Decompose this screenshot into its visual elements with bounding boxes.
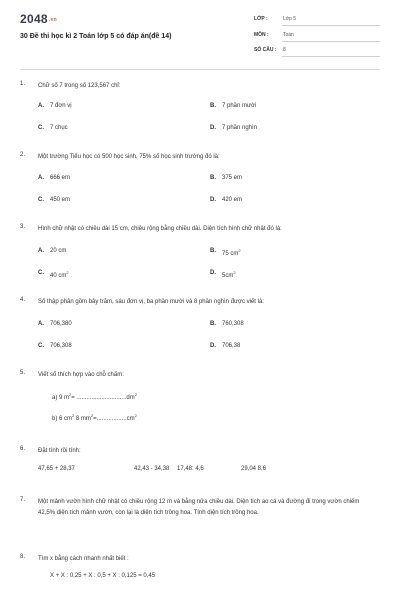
question-number: 5. xyxy=(20,370,26,376)
meta-key: MÔN : xyxy=(254,32,269,38)
calc-2: 42,43 - 34,38 xyxy=(134,466,170,472)
sub-exponent: 2 xyxy=(134,413,137,418)
equation: X + X : 0,25 + X : 0,5 + X : 0,125 = 0,45 xyxy=(50,573,156,579)
option-label: A. xyxy=(38,248,44,254)
question-5 xyxy=(20,370,380,430)
question-text: Một trường Tiểu học có 500 học sinh, 75% số học sinh trường đó là: xyxy=(38,154,220,160)
option-label: C. xyxy=(38,343,44,349)
question-3 xyxy=(20,224,380,280)
sub-text: a) 9 m xyxy=(52,395,70,401)
question-number: 1. xyxy=(20,81,26,87)
header-divider xyxy=(20,69,380,70)
option-value: 420 em xyxy=(222,197,243,203)
option-label: C. xyxy=(38,197,44,203)
option-value: 706,38 xyxy=(222,343,241,349)
option-label: B. xyxy=(210,321,216,327)
meta-row-count xyxy=(254,45,380,58)
option-label: B. xyxy=(210,103,216,109)
meta-value: Toán xyxy=(283,32,294,38)
site-logo[interactable] xyxy=(20,12,57,26)
sub-text: 8 mm xyxy=(74,416,91,422)
question-text: Đặt tính rồi tính: xyxy=(38,448,81,454)
question-8 xyxy=(20,554,380,590)
sub-exponent: 2 xyxy=(69,392,72,397)
question-number: 6. xyxy=(20,446,26,452)
option-value: 7 phần nghìn xyxy=(222,125,258,131)
question-text: Một mảnh vườn hình chữ nhật có chiều rộng 12 m và bằng nửa chiều dài. Diện tích ao cá và đường đi trong vườn chiếm 42,5% diện tích mảnh vườn, còn lại là diện tích trồng hoa. Tính diện tích trồng hoa. xyxy=(38,499,360,516)
question-text: Số thập phân gồm bảy trăm, sáu đơn vị, ba phần mười và 8 phần nghìn được viết là: xyxy=(38,299,264,305)
question-6 xyxy=(20,446,380,480)
option-label: A. xyxy=(38,103,44,109)
option-value: 7 phần mười xyxy=(222,103,257,109)
question-text: Tìm x bằng cách nhanh nhất biết : xyxy=(38,556,129,562)
sub-text: =..................cm xyxy=(93,416,135,422)
option-exponent: 2 xyxy=(238,248,241,253)
sub-exponent: 2 xyxy=(72,413,75,418)
option-value: 666 em xyxy=(50,175,71,181)
question-2 xyxy=(20,152,380,207)
option-value: 450 em xyxy=(50,197,71,203)
option-label: D. xyxy=(210,343,216,349)
meta-underline xyxy=(282,41,380,42)
option-label: C. xyxy=(38,270,44,276)
option-label: D. xyxy=(210,125,216,131)
meta-underline xyxy=(282,56,380,57)
meta-value: Lớp 5 xyxy=(283,16,297,22)
page-header xyxy=(0,0,400,66)
question-number: 7. xyxy=(20,497,26,503)
question-text: Hình chữ nhật có chiều dài 15 cm, chiều rộng bằng chiều dài. Diện tích hình chữ nhật đó là: xyxy=(38,226,282,232)
question-1 xyxy=(20,81,380,136)
option-value: 7 chục xyxy=(50,125,68,131)
option-label: A. xyxy=(38,321,44,327)
option-value: 706,308 xyxy=(50,343,72,349)
option-label: D. xyxy=(210,197,216,203)
meta-row-class xyxy=(254,14,380,27)
option-exponent: 2 xyxy=(233,270,236,275)
option-label: C. xyxy=(38,125,44,131)
option-value: 375 em xyxy=(222,175,243,181)
option-value: 20 cm xyxy=(50,248,67,254)
option-value: 760,308 xyxy=(222,321,244,327)
option-value-text: 5cm xyxy=(222,273,234,279)
option-value xyxy=(50,270,69,279)
sub-text: b) 6 cm xyxy=(52,416,73,422)
option-label: B. xyxy=(210,248,216,254)
option-value-text: 40 cm xyxy=(50,273,67,279)
question-7 xyxy=(20,497,380,537)
option-value: 7 đơn vị xyxy=(50,103,72,109)
fill-in-b[interactable] xyxy=(52,413,137,422)
meta-key: LỚP : xyxy=(254,16,268,22)
document-title: 30 Đề thi học kì 2 Toán lớp 5 có đáp án(đề 14) xyxy=(20,33,172,40)
option-exponent: 2 xyxy=(66,270,69,275)
question-text: Viết số thích hợp vào chỗ chấm: xyxy=(38,372,124,378)
sub-exponent: 2 xyxy=(134,392,137,397)
option-value: 706,380 xyxy=(50,321,72,327)
option-label: D. xyxy=(210,270,216,276)
meta-row-subject xyxy=(254,30,380,43)
question-4 xyxy=(20,297,380,352)
option-value-text: 75 cm xyxy=(222,251,239,257)
meta-key: SỐ CÂU : xyxy=(254,47,277,53)
option-value xyxy=(222,248,241,257)
option-label: A. xyxy=(38,175,44,181)
sub-exponent: 2 xyxy=(90,413,94,418)
sub-text: = ..............................dm xyxy=(71,395,135,401)
meta-value: 8 xyxy=(283,47,286,53)
question-text: Chữ số 7 trong số 123,567 chỉ: xyxy=(38,83,121,89)
calc-3: 17,48: 4,6 xyxy=(177,466,204,472)
fill-in-a[interactable] xyxy=(52,392,137,401)
question-number: 4. xyxy=(20,297,26,303)
meta-underline xyxy=(282,25,380,26)
option-label: B. xyxy=(210,175,216,181)
logo-text: 2048 xyxy=(20,12,48,26)
logo-tld: .vn xyxy=(48,16,58,23)
question-number: 8. xyxy=(20,554,26,560)
calc-1: 47,65 + 28,37 xyxy=(38,466,75,472)
option-value xyxy=(222,270,236,279)
calc-4: 29,04 8,6 xyxy=(241,466,267,472)
question-number: 2. xyxy=(20,152,26,158)
question-number: 3. xyxy=(20,224,26,230)
